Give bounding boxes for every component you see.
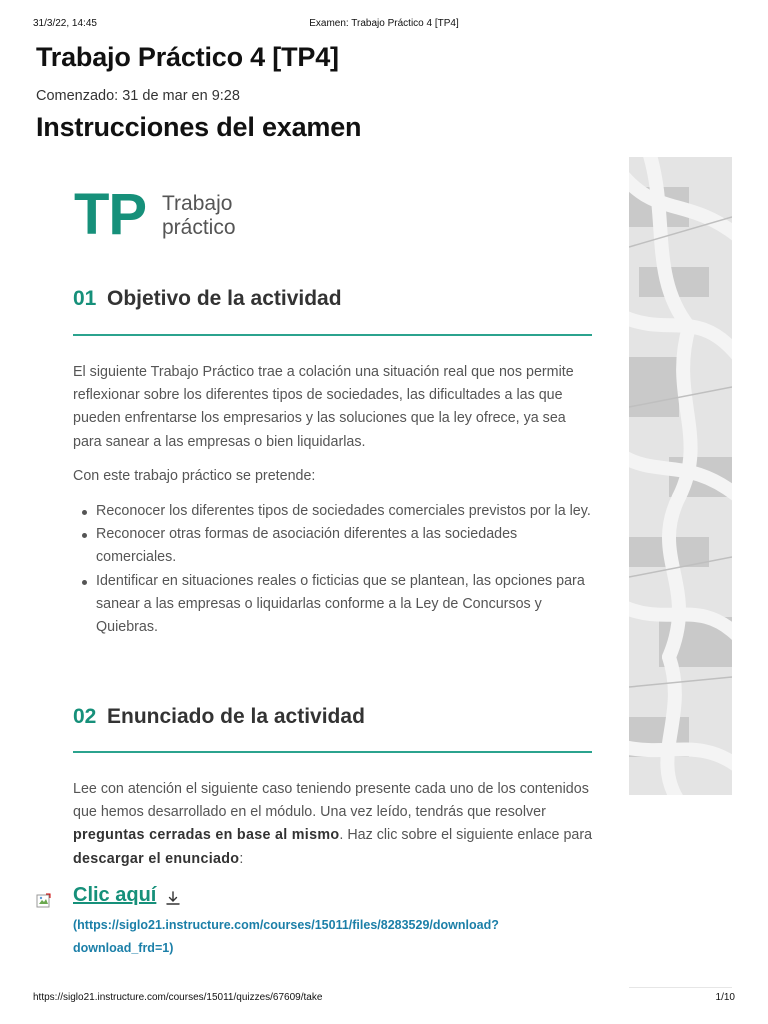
print-page-title: Examen: Trabajo Práctico 4 [TP4] bbox=[309, 18, 459, 29]
exam-title: Trabajo Práctico 4 [TP4] bbox=[36, 42, 339, 72]
list-item: Identificar en situaciones reales o ficticias que se plantean, las opciones para sanear a las empresas o liquidarlas conforme a la Ley de Concursos y Quiebras. bbox=[73, 570, 595, 640]
section-2-bold-2: descargar el enunciado bbox=[73, 850, 240, 867]
section-2-title: Enunciado de la actividad bbox=[107, 705, 365, 728]
download-icon[interactable] bbox=[165, 890, 181, 908]
decorative-side-image bbox=[629, 157, 732, 795]
logo-word-2: práctico bbox=[162, 216, 236, 239]
broken-image-icon bbox=[36, 893, 52, 909]
logo-letters: TP bbox=[74, 182, 147, 247]
logo-word-1: Trabajo bbox=[162, 192, 233, 215]
section-1-heading bbox=[73, 287, 593, 327]
section-2-text-2: . Haz clic sobre el siguiente enlace para bbox=[339, 827, 593, 844]
section-2-paragraph bbox=[73, 778, 595, 871]
footer-divider bbox=[629, 987, 732, 988]
section-2-text-3: : bbox=[239, 850, 244, 867]
section-2-divider bbox=[73, 751, 592, 753]
download-link[interactable]: Clic aquí bbox=[73, 884, 157, 906]
started-timestamp: Comenzado: 31 de mar en 9:28 bbox=[36, 88, 240, 104]
section-2-text-1: Lee con atención el siguiente caso teniendo presente cada uno de los contenidos que hemos desarrollado en el módulo. Una vez leído, tendrás que resolver bbox=[73, 781, 589, 821]
print-datetime: 31/3/22, 14:45 bbox=[33, 18, 97, 29]
instructions-title: Instrucciones del examen bbox=[36, 112, 362, 142]
print-footer-url: https://siglo21.instructure.com/courses/15011/quizzes/67609/take bbox=[33, 992, 323, 1003]
print-page-number: 1/10 bbox=[715, 992, 735, 1003]
section-2-bold-1: preguntas cerradas en base al mismo bbox=[73, 827, 340, 844]
section-2-number: 02 bbox=[73, 705, 97, 728]
list-item: Reconocer los diferentes tipos de sociedades comerciales previstos por la ley. bbox=[73, 500, 595, 523]
download-url[interactable]: (https://siglo21.instructure.com/courses/15011/files/8283529/download?download_frd=1) bbox=[73, 918, 499, 955]
section-1-number: 01 bbox=[73, 287, 97, 310]
section-1-title: Objetivo de la actividad bbox=[107, 287, 342, 310]
section-1-paragraph: El siguiente Trabajo Práctico trae a colación una situación real que nos permite reflexionar sobre los diferentes tipos de sociedades, las dificultades a las que pueden enfrentarse los empresarios y las soluciones que la ley ofrece, ya sea para sanear a las empresas o bien liquidarlas. bbox=[73, 364, 574, 450]
list-item: Reconocer otras formas de asociación diferentes a las sociedades comerciales. bbox=[73, 523, 595, 569]
tp-logo bbox=[74, 182, 274, 250]
section-1-divider bbox=[73, 334, 592, 336]
print-header bbox=[0, 18, 768, 32]
section-1-intro: Con este trabajo práctico se pretende: bbox=[73, 468, 316, 484]
section-2-heading bbox=[73, 705, 593, 745]
objectives-list bbox=[73, 500, 595, 639]
